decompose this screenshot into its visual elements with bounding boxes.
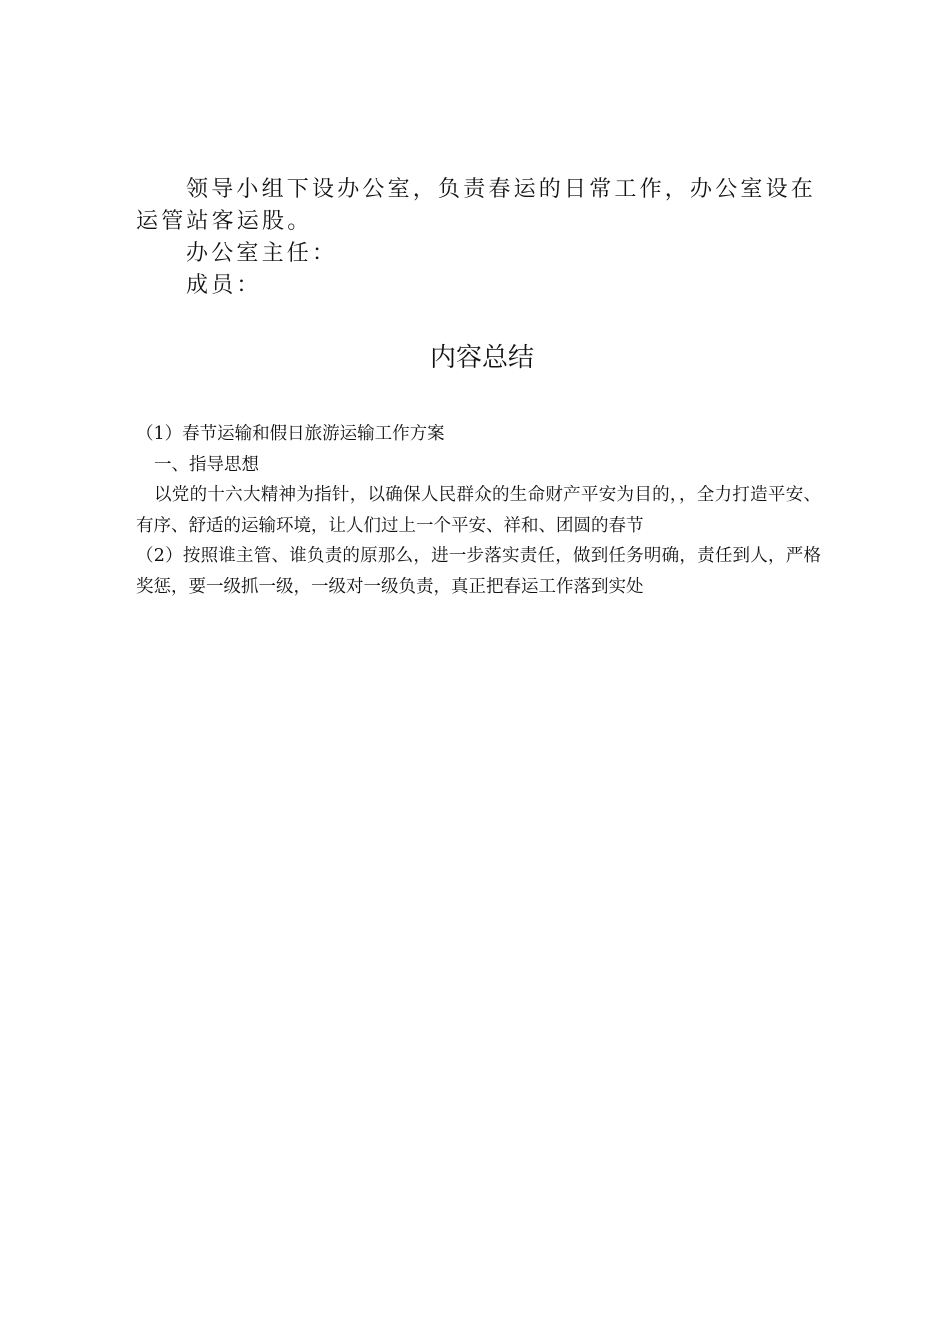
members-line: 成员： [186,273,262,298]
summary-item-1-body: 以党的十六大精神为指针，以确保人民群众的生命财产平安为目的，，全力打造平安、有序、舒适的运输环境，让人们过上一个平安、祥和、团圆的春节 [136,485,821,536]
summary-item-1-heading: （1）春节运输和假日旅游运输工作方案 [136,424,445,444]
office-director-line: 办公室主任： [186,241,338,266]
office-paragraph: 领导小组下设办公室，负责春运的日常工作，办公室设在运管站客运股。 [136,177,817,234]
summary-item-2-body: （2）按照谁主管、谁负责的原那么，进一步落实责任，做到任务明确，责任到人，严格奖惩，要一级抓一级，一级对一级负责，真正把春运工作落到实处 [136,546,821,597]
summary-section [136,419,821,602]
summary-title: 内容总结 [429,343,534,373]
leadership-office-section [136,174,826,302]
summary-item-1-subheading: 一、指导思想 [154,454,259,475]
